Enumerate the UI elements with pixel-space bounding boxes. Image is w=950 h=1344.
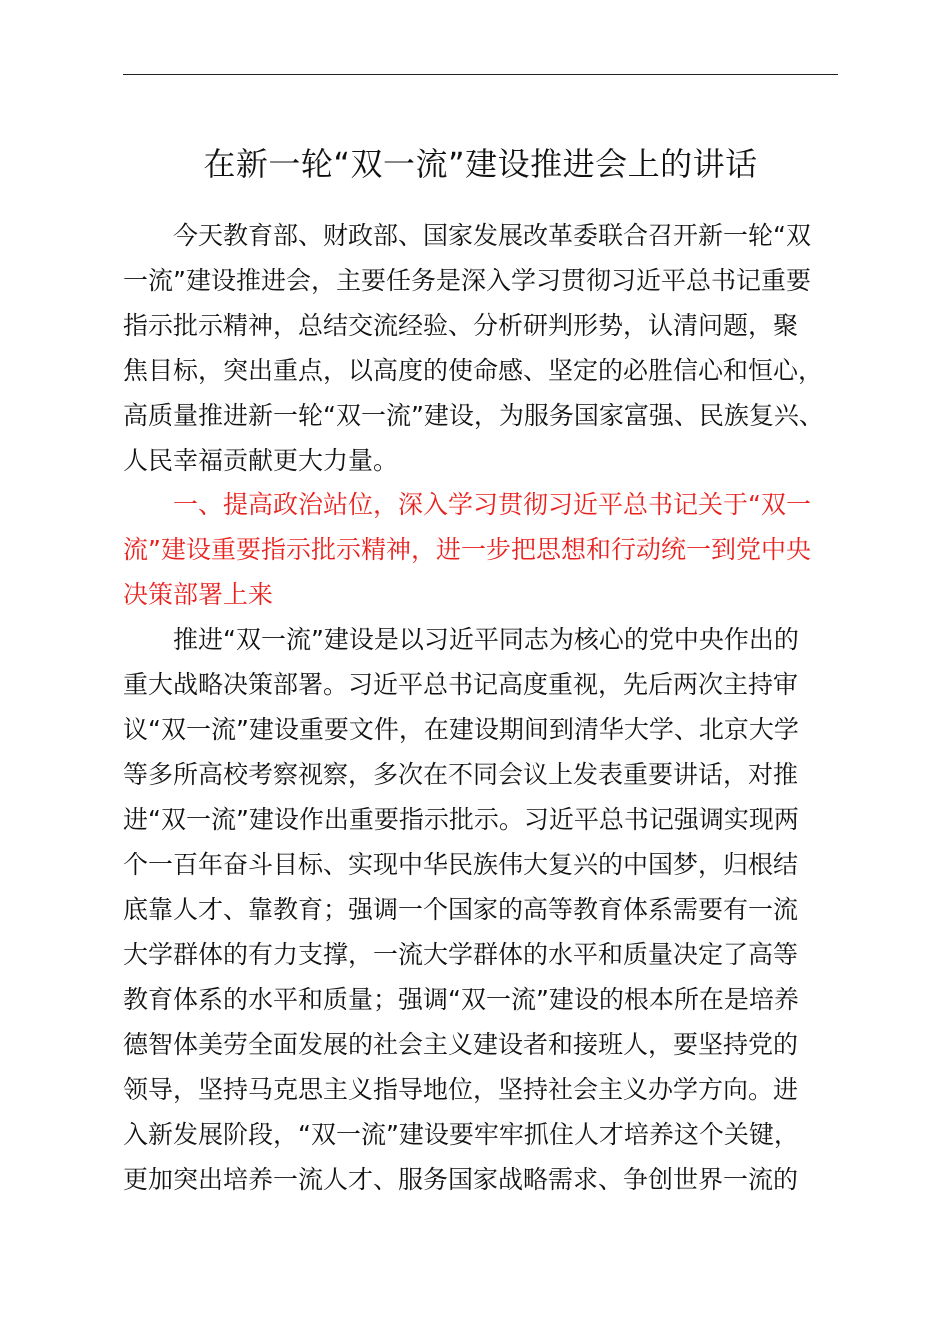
body-line: 领导，坚持马克思主义指导地位，坚持社会主义办学方向。进: [123, 1075, 799, 1104]
body-paragraph: [123, 617, 838, 1202]
body-line: 更加突出培养一流人才、服务国家战略需求、争创世界一流的: [123, 1165, 799, 1194]
body-line: 个一百年奋斗目标、实现中华民族伟大复兴的中国梦，归根结: [123, 850, 799, 879]
section-heading-1: [123, 482, 838, 617]
body-line: 教育体系的水平和质量；强调“双一流”建设的根本所在是培养: [123, 985, 799, 1014]
body-line: 推进“双一流”建设是以习近平同志为核心的党中央作出的: [173, 625, 799, 654]
body-line: 入新发展阶段，“双一流”建设要牢牢抓住人才培养这个关键，: [123, 1120, 799, 1149]
body-line: 德智体美劳全面发展的社会主义建设者和接班人，要坚持党的: [123, 1030, 799, 1059]
heading-line: 一、提高政治站位，深入学习贯彻习近平总书记关于“双一: [173, 490, 811, 519]
heading-line: 决策部署上来: [123, 580, 274, 609]
body-line: 进“双一流”建设作出重要指示批示。习近平总书记强调实现两: [123, 805, 799, 834]
intro-line: 人民幸福贡献更大力量。: [123, 446, 399, 475]
intro-line: 今天教育部、财政部、国家发展改革委联合召开新一轮“双: [173, 221, 811, 250]
intro-line: 指示批示精神，总结交流经验、分析研判形势，认清问题，聚: [123, 311, 799, 340]
header-divider: [123, 74, 838, 75]
document-title: 在新一轮“双一流”建设推进会上的讲话: [203, 145, 758, 183]
body-line: 底靠人才、靠教育；强调一个国家的高等教育体系需要有一流: [123, 895, 799, 924]
body-line: 大学群体的有力支撑，一流大学群体的水平和质量决定了高等: [123, 940, 799, 969]
body-line: 议“双一流”建设重要文件，在建设期间到清华大学、北京大学: [123, 715, 799, 744]
heading-line: 流”建设重要指示批示精神，进一步把思想和行动统一到党中央: [123, 535, 811, 564]
intro-paragraph: [123, 213, 838, 483]
intro-line: 高质量推进新一轮“双一流”建设，为服务国家富强、民族复兴、: [123, 401, 824, 430]
body-line: 等多所高校考察视察，多次在不同会议上发表重要讲话，对推: [123, 760, 799, 789]
intro-line: 一流”建设推进会，主要任务是深入学习贯彻习近平总书记重要: [123, 266, 811, 295]
intro-line: 焦目标，突出重点，以高度的使命感、坚定的必胜信心和恒心，: [123, 356, 824, 385]
body-line: 重大战略决策部署。习近平总书记高度重视，先后两次主持审: [123, 670, 799, 699]
